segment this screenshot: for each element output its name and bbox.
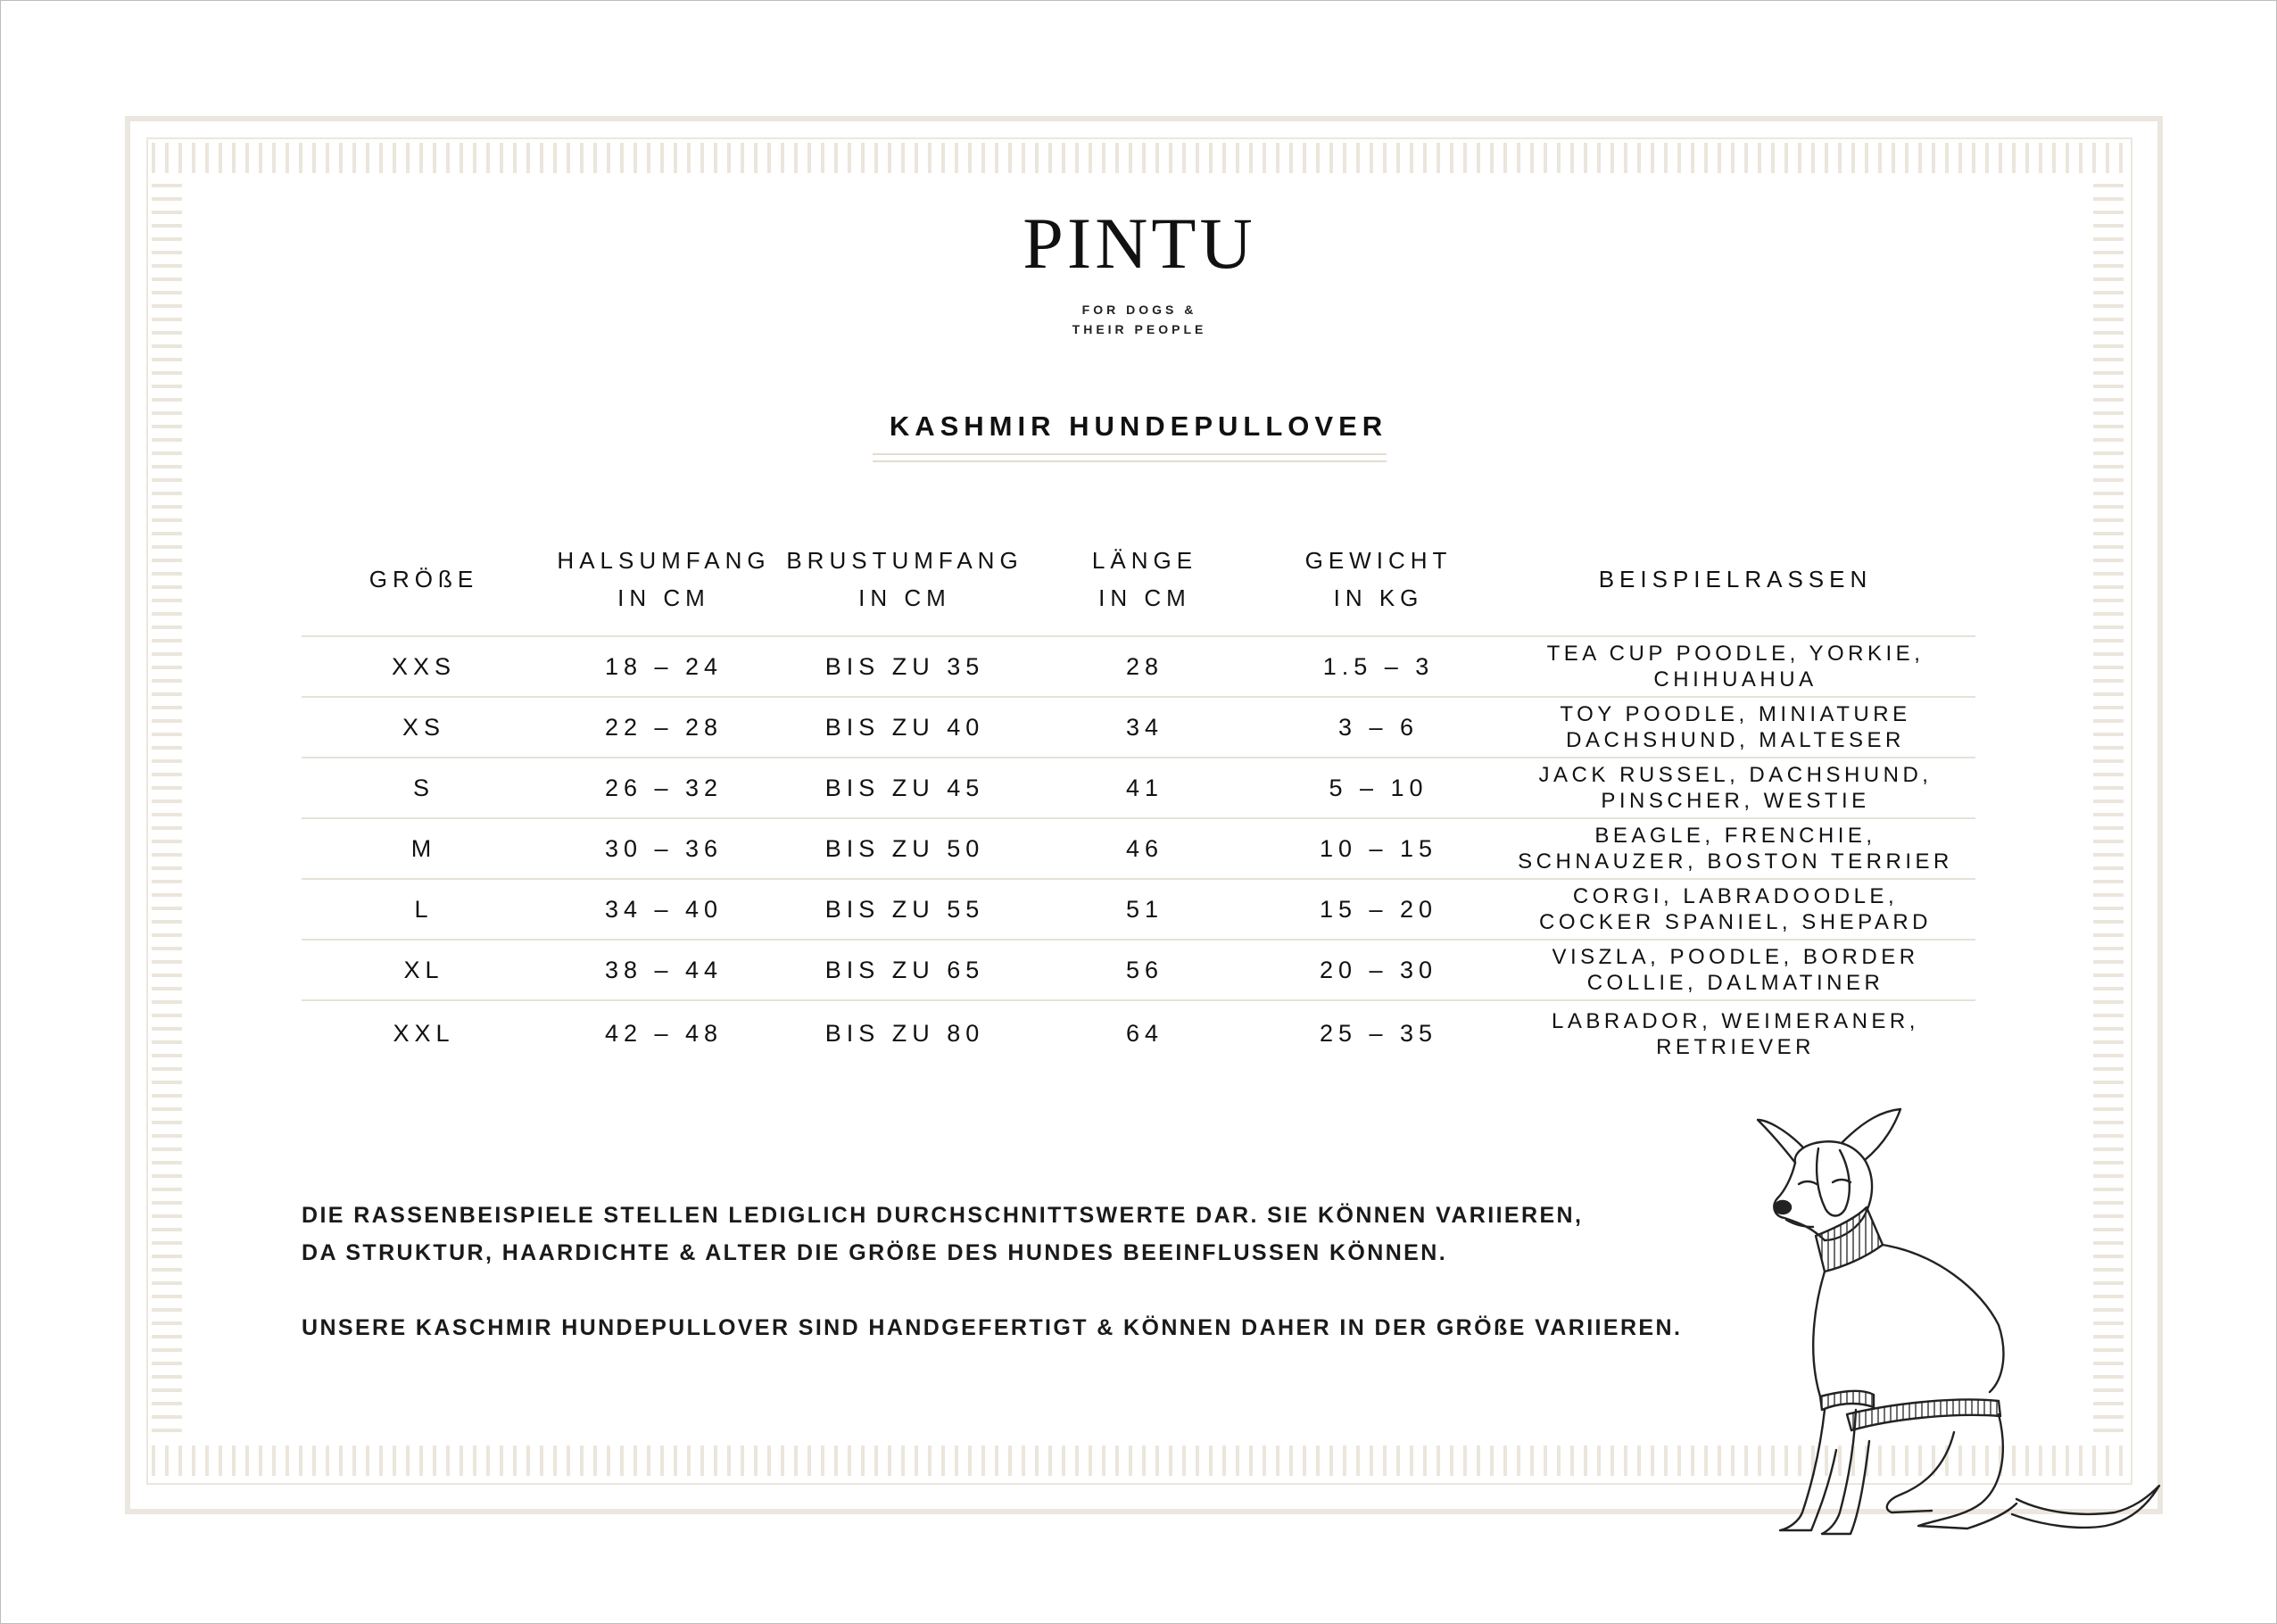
cell-length: 34 xyxy=(1028,697,1262,758)
tagline-line-1: FOR DOGS & xyxy=(1081,302,1197,317)
cell-chest: BIS ZU 65 xyxy=(782,940,1028,1000)
header-length: LÄNGE IN CM xyxy=(1091,546,1198,611)
cell-weight: 5 – 10 xyxy=(1262,758,1495,818)
header-size: GRÖßE xyxy=(368,565,479,592)
cell-size: XL xyxy=(302,940,546,1000)
cell-size: XXL xyxy=(302,1000,546,1066)
tagline-line-2: THEIR PEOPLE xyxy=(1072,322,1207,336)
cell-breeds: BEAGLE, FRENCHIE, SCHNAUZER, BOSTON TERRIER xyxy=(1495,818,1975,879)
cell-length: 28 xyxy=(1028,636,1262,697)
cell-breeds: LABRADOR, WEIMERANER, RETRIEVER xyxy=(1495,1000,1975,1066)
cell-size: XS xyxy=(302,697,546,758)
cell-neck: 30 – 36 xyxy=(546,818,782,879)
cell-length: 51 xyxy=(1028,879,1262,940)
stripe-border-top xyxy=(152,143,2124,173)
header-chest: BRUSTUMFANG IN CM xyxy=(786,546,1023,611)
dog-in-sweater-illustration xyxy=(1740,1093,2204,1557)
header-weight: GEWICHT IN KG xyxy=(1304,546,1453,611)
table-row xyxy=(302,758,1975,818)
brand-logo: PINTU xyxy=(1023,203,1256,284)
cell-breeds: TEA CUP POODLE, YORKIE, CHIHUAHUA xyxy=(1495,636,1975,697)
title-underline xyxy=(873,453,1387,462)
note-line-2: DA STRUKTUR, HAARDICHTE & ALTER DIE GRÖßE DES HUNDES BEEINFLUSSEN KÖNNEN. xyxy=(302,1240,1448,1265)
cell-neck: 42 – 48 xyxy=(546,1000,782,1066)
cell-neck: 34 – 40 xyxy=(546,879,782,940)
cell-length: 56 xyxy=(1028,940,1262,1000)
cell-breeds: JACK RUSSEL, DACHSHUND, PINSCHER, WESTIE xyxy=(1495,758,1975,818)
cell-chest: BIS ZU 40 xyxy=(782,697,1028,758)
cell-size: L xyxy=(302,879,546,940)
cell-weight: 10 – 15 xyxy=(1262,818,1495,879)
note-line-1: DIE RASSENBEISPIELE STELLEN LEDIGLICH DURCHSCHNITTSWERTE DAR. SIE KÖNNEN VARIIEREN, xyxy=(302,1203,1584,1228)
cell-size: XXS xyxy=(302,636,546,697)
cell-breeds: CORGI, LABRADOODLE, COCKER SPANIEL, SHEPARD xyxy=(1495,879,1975,940)
table-row xyxy=(302,818,1975,879)
cell-length: 41 xyxy=(1028,758,1262,818)
table-row xyxy=(302,636,1975,697)
table-row xyxy=(302,1000,1975,1066)
stripe-border-left xyxy=(152,184,182,1437)
brand-tagline xyxy=(1006,300,1273,339)
cell-breeds: TOY POODLE, MINIATURE DACHSHUND, MALTESER xyxy=(1495,697,1975,758)
cell-length: 46 xyxy=(1028,818,1262,879)
cell-chest: BIS ZU 55 xyxy=(782,879,1028,940)
cell-weight: 1.5 – 3 xyxy=(1262,636,1495,697)
table-header-row xyxy=(302,522,1975,636)
cell-neck: 26 – 32 xyxy=(546,758,782,818)
cell-size: M xyxy=(302,818,546,879)
cell-neck: 38 – 44 xyxy=(546,940,782,1000)
cell-chest: BIS ZU 35 xyxy=(782,636,1028,697)
cell-neck: 22 – 28 xyxy=(546,697,782,758)
cell-weight: 25 – 35 xyxy=(1262,1000,1495,1066)
cell-weight: 3 – 6 xyxy=(1262,697,1495,758)
page-title: KASHMIR HUNDEPULLOVER xyxy=(889,410,1388,442)
cell-breeds: VISZLA, POODLE, BORDER COLLIE, DALMATINER xyxy=(1495,940,1975,1000)
cell-chest: BIS ZU 80 xyxy=(782,1000,1028,1066)
header-breeds: BEISPIELRASSEN xyxy=(1598,565,1873,592)
cell-chest: BIS ZU 50 xyxy=(782,818,1028,879)
cell-weight: 15 – 20 xyxy=(1262,879,1495,940)
cell-neck: 18 – 24 xyxy=(546,636,782,697)
note-line-3: UNSERE KASCHMIR HUNDEPULLOVER SIND HANDGEFERTIGT & KÖNNEN DAHER IN DER GRÖßE VARIIEREN. xyxy=(302,1315,1683,1340)
header-neck: HALSUMFANG IN CM xyxy=(557,546,771,611)
table-row xyxy=(302,940,1975,1000)
cell-length: 64 xyxy=(1028,1000,1262,1066)
cell-weight: 20 – 30 xyxy=(1262,940,1495,1000)
table-row xyxy=(302,879,1975,940)
cell-chest: BIS ZU 45 xyxy=(782,758,1028,818)
cell-size: S xyxy=(302,758,546,818)
size-table xyxy=(302,522,1975,1066)
table-row xyxy=(302,697,1975,758)
